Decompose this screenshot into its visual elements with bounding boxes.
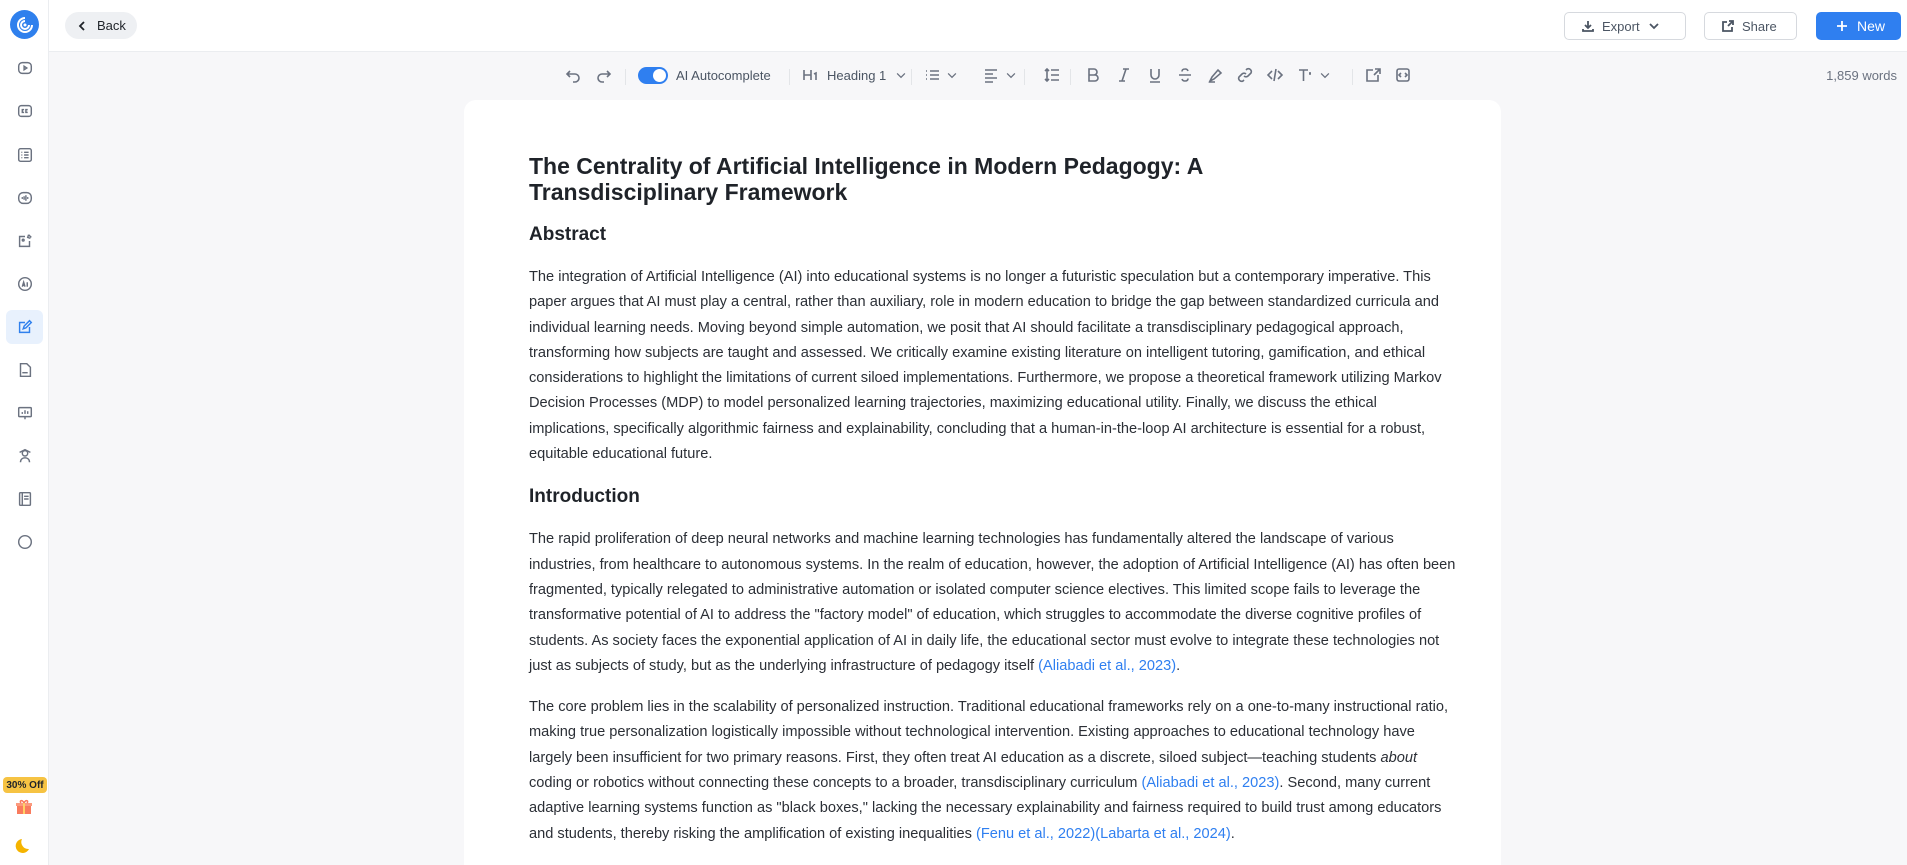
insert-image-icon[interactable] (1364, 64, 1382, 86)
sidebar (0, 0, 49, 865)
intro-p2-text-a: The core problem lies in the scalability of personalized instruction. Traditional educational frameworks rely on a one-to-many instructional ratio, making true personalization logistically impossible without technological intervention. Existing approaches to educational technology have largely been insufficient for two primary reasons. First, they often treat AI education as a discrete, siloed subject—teaching students (529, 699, 1449, 766)
undo-icon[interactable] (564, 64, 582, 86)
strikethrough-icon[interactable] (1176, 64, 1194, 86)
bold-icon[interactable] (1084, 64, 1102, 86)
italic-icon[interactable] (1115, 64, 1133, 86)
code-icon[interactable] (1266, 64, 1284, 86)
line-height-icon[interactable] (1043, 64, 1061, 86)
export-label: Export (1602, 18, 1640, 34)
image-edit-icon[interactable] (13, 229, 36, 252)
intro-p2-emphasis: about (1380, 749, 1418, 766)
align-left-icon (982, 66, 1000, 84)
autocomplete-label: AI Autocomplete (676, 67, 771, 83)
chevron-down-icon (1004, 68, 1018, 82)
bullet-list-button[interactable] (923, 64, 959, 86)
intro-p2-text-c: . Second, many current adaptive learning systems function as "black boxes," lacking the necessary explainability and fairness required to build trust among educators and students, thereby risking the amplification of existing inequalities (529, 775, 1442, 842)
chevron-down-icon (945, 68, 959, 82)
align-button[interactable] (982, 64, 1018, 86)
education-icon[interactable] (13, 444, 36, 467)
pdf-icon[interactable] (13, 358, 36, 381)
word-count: 1,859 words (1826, 68, 1897, 83)
more-icon[interactable] (13, 530, 36, 553)
share-button[interactable] (1704, 12, 1797, 40)
abstract-heading[interactable]: Abstract (529, 224, 607, 245)
redo-icon[interactable] (595, 64, 613, 86)
notebook-icon[interactable] (13, 487, 36, 510)
embed-icon[interactable] (1394, 64, 1412, 86)
document-title[interactable]: The Centrality of Artificial Intelligence in Modern Pedagogy: A Transdisciplinary Framework (529, 153, 1203, 205)
app-logo-icon[interactable] (10, 10, 39, 39)
intro-paragraph-2[interactable] (529, 695, 1459, 847)
chevron-down-icon (1647, 19, 1661, 33)
text-style-icon (1296, 66, 1314, 84)
abstract-paragraph[interactable]: The integration of Artificial Intelligence (AI) into educational systems is no longer a futuristic speculation but a contemporary imperative. This paper argues that AI must play a central, rather than auxiliary, role in modern education to bridge the gap between standardized curricula and individual learning needs. Moving beyond simple automation, we posit that AI should facilitate a transdisciplinary pedagogical approach, transforming how subjects are taught and assessed. We critically examine existing literature on intelligent tutoring, gamification, and ethical considerations to highlight the limitations of current siloed implementations. Furthermore, we propose a theoretical framework utilizing Markov Decision Processes (MDP) to model personalized learning trajectories, maximizing educational utility. Finally, we discuss the ethical implications, specifically algorithmic fairness and explainability, concluding that a human-in-the-loop AI architecture is essential for a robust, equitable educational future. (529, 269, 1442, 463)
highlight-icon[interactable] (1206, 64, 1224, 86)
intro-p2-text-b: coding or robotics without connecting these concepts to a broader, transdisciplinary curriculum (529, 775, 1142, 792)
export-button[interactable] (1564, 12, 1686, 40)
video-icon[interactable] (13, 56, 36, 79)
presentation-icon[interactable] (13, 401, 36, 424)
editor-toolbar (49, 53, 1907, 97)
new-label: New (1856, 18, 1885, 34)
back-label: Back (97, 18, 126, 33)
intro-paragraph-1[interactable] (529, 527, 1459, 679)
citation-link[interactable]: (Aliabadi et al., 2023) (1141, 775, 1280, 792)
heading-select[interactable] (801, 64, 908, 86)
period: . (1176, 657, 1181, 674)
bullet-list-icon (923, 66, 941, 84)
promo-badge[interactable]: 30% Off (3, 777, 47, 793)
citation-link[interactable]: (Fenu et al., 2022)(Labarta et al., 2024) (975, 825, 1231, 842)
top-bar (49, 0, 1907, 52)
heading-icon (801, 66, 819, 84)
list-icon[interactable] (13, 143, 36, 166)
chevron-left-icon (75, 19, 89, 33)
text-style-button[interactable] (1296, 64, 1332, 86)
period: . (1230, 825, 1235, 842)
link-icon[interactable] (1236, 64, 1254, 86)
audio-icon[interactable] (13, 186, 36, 209)
download-icon (1581, 19, 1595, 33)
ai-autocomplete-toggle[interactable] (638, 64, 771, 86)
ai-icon[interactable] (13, 272, 36, 295)
captions-icon[interactable] (13, 99, 36, 122)
chevron-down-icon (894, 68, 908, 82)
heading-select-value: Heading 1 (827, 67, 887, 83)
citation-link[interactable]: (Aliabadi et al., 2023) (1038, 657, 1177, 674)
write-icon[interactable] (6, 310, 43, 344)
chevron-down-icon (1318, 68, 1332, 82)
intro-p1-text: The rapid proliferation of deep neural networks and machine learning technologies has fundamentally altered the landscape of various industries, from healthcare to autonomous systems. In the realm of education, however, the adoption of Artificial Intelligence (AI) has often been fragmented, typically relegated to administrative automation or isolated computer science electives. This limited scope fails to leverage the transformative potential of AI to address the "factory model" of education, which struggles to accommodate the diverse cognitive profiles of students. As society faces the exponential application of AI in daily life, the educational sector must evolve to integrate these technologies not just as subjects of study, but as the underlying infrastructure of pedagogy itself (529, 531, 1456, 674)
share-label: Share (1742, 18, 1777, 34)
document-content[interactable] (529, 153, 1459, 847)
new-button[interactable] (1816, 12, 1901, 40)
document-page[interactable] (464, 100, 1501, 865)
plus-icon (1835, 19, 1849, 33)
back-button[interactable] (65, 12, 137, 39)
introduction-heading[interactable]: Introduction (529, 486, 640, 508)
autocomplete-switch[interactable] (638, 67, 668, 84)
share-icon (1721, 19, 1735, 33)
gift-icon[interactable] (14, 797, 34, 817)
underline-icon[interactable] (1146, 64, 1164, 86)
dark-mode-icon[interactable] (14, 836, 34, 856)
